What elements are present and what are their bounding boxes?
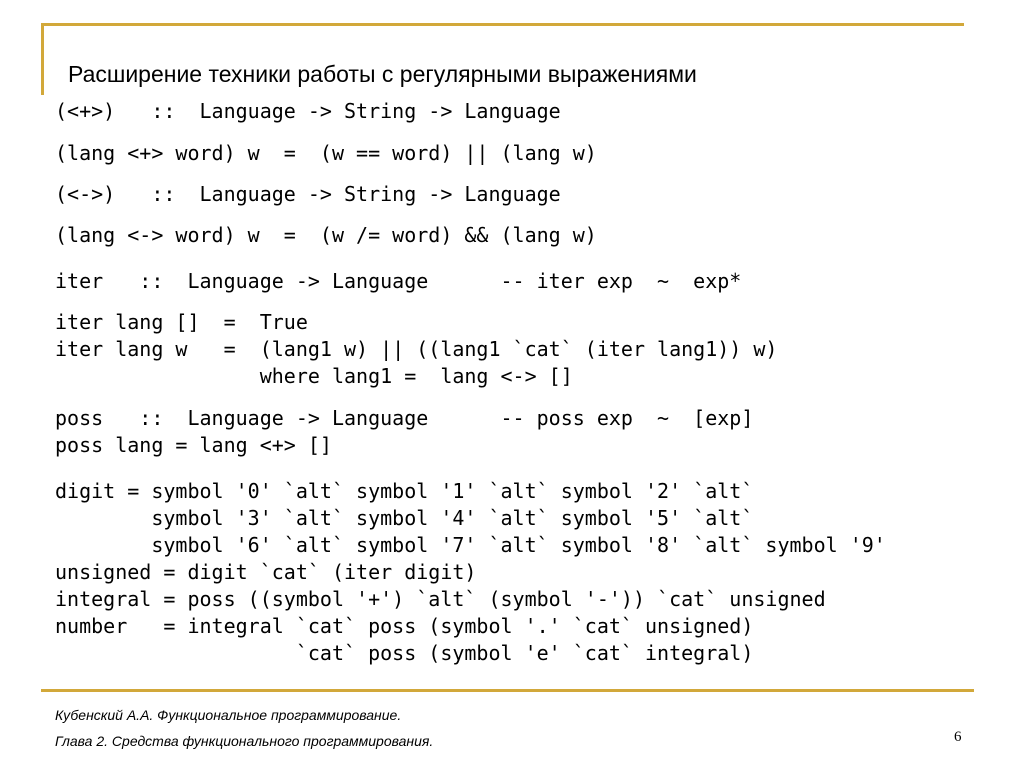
code-block-iter-signature bbox=[55, 268, 741, 295]
code-line: poss lang = lang <+> [] bbox=[55, 433, 332, 457]
top-accent-rule bbox=[41, 23, 964, 26]
code-line: poss :: Language -> Language -- poss exp ~ [exp] bbox=[55, 406, 754, 430]
code-block-minus-signature bbox=[55, 181, 561, 208]
code-block-number-grammar bbox=[55, 478, 886, 667]
code-line: iter lang [] = True bbox=[55, 310, 308, 334]
code-line: symbol '6' `alt` symbol '7' `alt` symbol '8' `alt` symbol '9' bbox=[55, 533, 886, 557]
code-line: where lang1 = lang <-> [] bbox=[55, 364, 573, 388]
code-line: digit = symbol '0' `alt` symbol '1' `alt` symbol '2' `alt` bbox=[55, 479, 754, 503]
slide-title: Расширение техники работы с регулярными выражениями bbox=[68, 61, 697, 87]
code-line: integral = poss ((symbol '+') `alt` (symbol '-')) `cat` unsigned bbox=[55, 587, 826, 611]
code-line: (<->) :: Language -> String -> Language bbox=[55, 182, 561, 206]
code-block-poss bbox=[55, 405, 753, 459]
code-block-minus-definition bbox=[55, 222, 597, 249]
code-line: symbol '3' `alt` symbol '4' `alt` symbol '5' `alt` bbox=[55, 506, 754, 530]
code-line: iter lang w = (lang1 w) || ((lang1 `cat` (iter lang1)) w) bbox=[55, 337, 778, 361]
footer-author: Кубенский А.А. Функциональное программирование. bbox=[55, 707, 402, 723]
left-accent-rule bbox=[41, 23, 44, 95]
code-line: (lang <-> word) w = (w /= word) && (lang w) bbox=[55, 223, 597, 247]
code-line: number = integral `cat` poss (symbol '.' `cat` unsigned) bbox=[55, 614, 754, 638]
page-number: 6 bbox=[954, 729, 962, 745]
footer-chapter: Глава 2. Средства функционального программирования. bbox=[55, 733, 434, 749]
footer-divider bbox=[41, 689, 974, 692]
code-block-plus-signature bbox=[55, 98, 561, 125]
code-block-plus-definition bbox=[55, 140, 597, 167]
code-line: `cat` poss (symbol 'e' `cat` integral) bbox=[55, 641, 754, 665]
code-line: (<+>) :: Language -> String -> Language bbox=[55, 99, 561, 123]
code-line: (lang <+> word) w = (w == word) || (lang w) bbox=[55, 141, 597, 165]
code-line: iter :: Language -> Language -- iter exp ~ exp* bbox=[55, 269, 742, 293]
code-line: unsigned = digit `cat` (iter digit) bbox=[55, 560, 477, 584]
code-block-iter-definition bbox=[55, 309, 777, 390]
